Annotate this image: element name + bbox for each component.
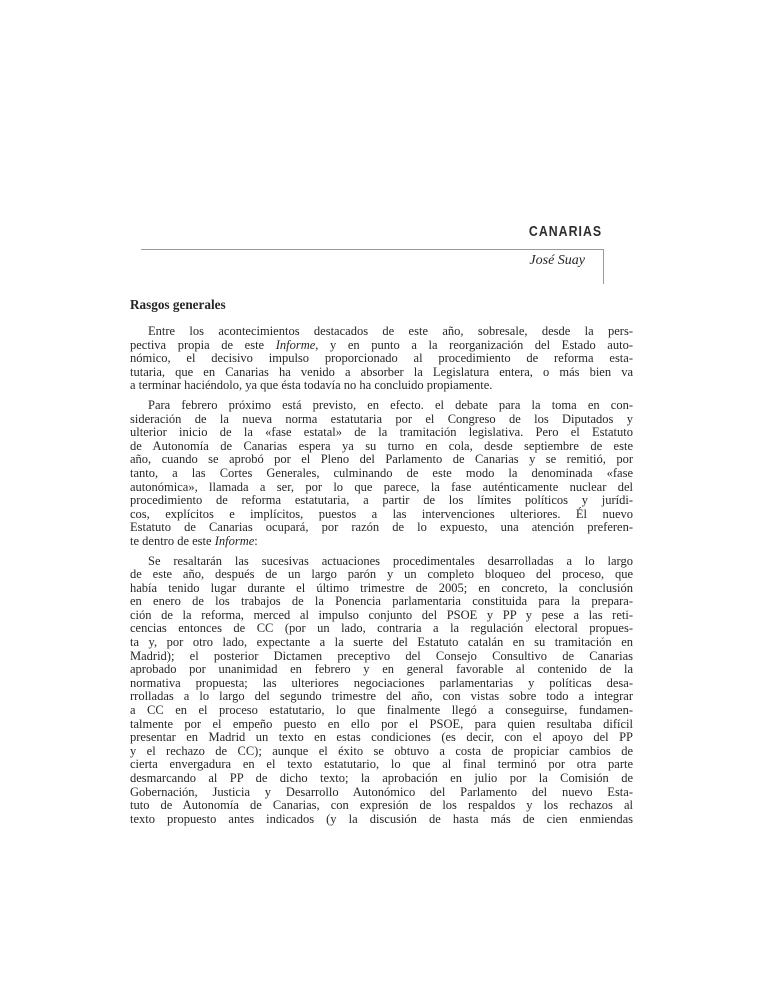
text-line: tutaria, que en Canarias ha venido a absorber la Legislatura entera, o más bien va	[130, 364, 633, 379]
text-line: normativa propuesta; las ulteriores negociaciones parlamentarias y políticas desa-	[130, 675, 633, 690]
text-line: año, cuando se aprobó por el Pleno del Parlamento de Canarias y se remitió, por	[130, 452, 633, 467]
text-line: Entre los acontecimientos destacados de este año, sobresale, desde la pers-	[148, 324, 633, 338]
paragraph	[130, 325, 633, 393]
text-line: autonómica», llamada a ser, por lo que parece, la fase auténticamente nuclear del	[130, 479, 633, 494]
text-line: sideración de la nueva norma estatutaria por el Congreso de los Diputados y	[130, 411, 633, 426]
text-line: cierta envergadura en el texto estatutario, lo que al final terminó por otra parte	[130, 757, 633, 772]
text-line: texto propuesto antes indicados (y la discusión de hasta más de cien enmiendas	[130, 811, 633, 826]
text-line: desmarcando al PP de dicho texto; la aprobación en julio por la Comisión de	[130, 771, 633, 785]
text-line: Gobernación, Justicia y Desarrollo Autonómico del Parlamento del nuevo Esta-	[130, 784, 633, 799]
text-line: Para febrero próximo está previsto, en efecto. el debate para la toma en con-	[148, 397, 633, 412]
text-line: tanto, a las Cortes Generales, culminando de este modo la denominada «fase	[130, 465, 633, 480]
paragraph	[130, 399, 633, 549]
text-line: nómico, el decisivo impulso proporcionado al procedimiento de reforma esta-	[130, 351, 633, 366]
text-line: cos, explícitos e implícitos, puestos a las intervenciones ulteriores. Él nuevo	[130, 506, 633, 521]
text-line: pectiva propia de este Informe, y en punto a la reorganización del Estado auto-	[130, 337, 633, 352]
text-line: aprobado por unanimidad en febrero y en general favorable al contenido de la	[130, 662, 633, 677]
text-line: a CC en el proceso estatutario, lo que finalmente llegó a conseguirse, fundamen-	[130, 703, 633, 718]
text-line: a terminar haciéndolo, ya que ésta todavía no ha concluido propiamente.	[130, 378, 493, 393]
text-line: ulterior inicio de la «fase estatal» de la tramitación legislativa. Pero el Estatuto	[130, 425, 633, 440]
text-line: Se resaltarán las sucesivas actuaciones procedimentales desarrolladas a lo largo	[148, 553, 633, 568]
text-line: rrolladas a lo largo del segundo trimestre del año, con vistas sobre todo a integrar	[130, 689, 633, 704]
text-line: en enero de los trabajos de la Ponencia parlamentaria constituida para la prepara-	[130, 594, 633, 609]
text-line: ción de la reforma, merced al impulso conjunto del PSOE y PP y pese a las reti-	[130, 607, 633, 622]
text-line: presentar en Madrid un texto en estas condiciones (es decir, con el apoyo del PP	[130, 730, 633, 745]
text-line: te dentro de este Informe:	[130, 533, 258, 548]
paragraph	[130, 555, 633, 827]
text-line: Estatuto de Canarias ocupará, por razón de lo expuesto, una atención preferen-	[130, 520, 633, 535]
italic-run: Informe	[214, 533, 255, 548]
text-line: había tenido lugar durante el último trimestre de 2005; en concreto, la conclusión	[130, 580, 633, 595]
text-line: de este año, después de un largo parón y un completo bloqueo del proceso, que	[130, 567, 633, 582]
text-line: procedimiento de reforma estatutaria, a partir de los límites políticos y jurídi-	[130, 493, 633, 508]
text-line: Madrid); el posterior Dictamen preceptivo del Consejo Consultivo de Canarias	[130, 648, 633, 663]
article-heading: Rasgos generales	[130, 297, 226, 312]
text-line: tuto de Autonomía de Canarias, con expresión de los respaldos y los rechazos al	[130, 798, 633, 813]
italic-run: Informe,	[275, 337, 319, 352]
section-title: CANARIAS	[528, 224, 602, 240]
text-line: talmente por el empeño puesto en ello por el PSOE, para quien resultaba difícil	[130, 716, 633, 731]
text-line: ta y, por otro lado, expectante a la suerte del Estatuto catalán en su tramitación en	[130, 635, 633, 650]
article-body	[130, 325, 633, 826]
text-line: y el rechazo de CC); aunque el éxito se obtuvo a costa de propiciar cambios de	[130, 743, 633, 758]
text-line: de Autonomía de Canarias espera ya su turno en cola, desde septiembre de este	[130, 438, 633, 453]
text-line: cencias entonces de CC (por un lado, contraria a la regulación electoral propues-	[130, 621, 633, 636]
author-name: José Suay	[529, 253, 585, 268]
